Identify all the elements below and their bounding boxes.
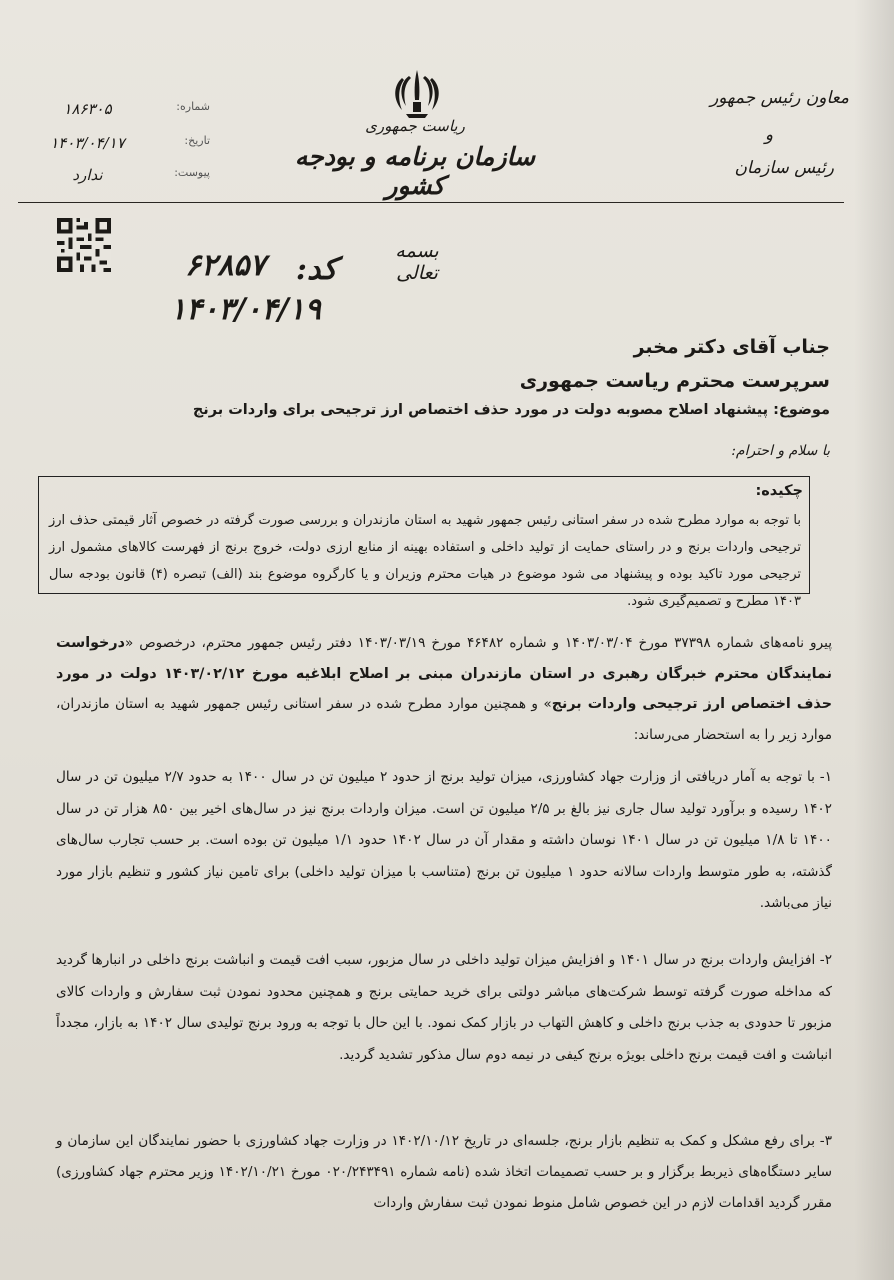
code-date: ۱۴۰۳/۰۴/۱۹ — [170, 292, 321, 327]
attachment-row — [30, 166, 210, 188]
summary-body: با توجه به موارد مطرح شده در سفر استانی رئیس جمهور شهید به استان مازندران و بررسی صورت گرفته در خصوص آثار قیمتی حذف ارز ترجیحی واردات برنج و در راستای حمایت از تولید داخلی و استفاده بهینه از منابع ارزی دولت، خروج برنج از فهرست کالاهای مشمول ارز ترجیحی مورد تاکید بوده و پیشنهاد می شود موضوع در هیات محترم وزیران و یا کارگروه موضوع بند (الف) تبصره (۴) قانون بودجه سال ۱۴۰۳ مطرح و تصمیم‌گیری شود. — [49, 513, 802, 609]
body-paragraph-1: ۱- با توجه به آمار دریافتی از وزارت جهاد کشاورزی، میزان تولید برنج از حدود ۲ میلیون تن در سال ۱۴۰۰ به حدود ۲/۷ میلیون تن در سال ۱۴۰۲ رسیده و برآورد تولید سال جاری نیز بالغ بر ۲/۵ میلیون تن است. میزان واردات برنج نیز در سال‌های اخیر بین ۸۵۰ هزار تن در سال ۱۴۰۰ تا ۱/۸ میلیون تن در سال ۱۴۰۱ نوسان داشته و مقدار آن در سال ۱۴۰۲ حدود ۱/۱ میلیون تن بوده است. بر حسب تجارب سال‌های گذشته، به طور متوسط واردات سالانه حدود ۱ میلیون تن برنج (متناسب با میزان تولید داخلی) برای تامین نیاز کشور و تنظیم بازار مورد نیاز می‌باشد. — [56, 769, 832, 911]
qr-code-icon — [56, 218, 112, 272]
summary-title: چکیده: — [755, 483, 803, 499]
letter-date-label: تاریخ: — [184, 134, 210, 147]
sender-title-line3: رئیس سازمان — [734, 158, 834, 178]
iran-emblem-icon — [392, 66, 442, 122]
letter-date-row — [30, 134, 210, 156]
body-paragraph-3: ۳- برای رفع مشکل و کمک به تنظیم بازار برنج، جلسه‌ای در تاریخ ۱۴۰۲/۱۰/۱۲ در وزارت جهاد کشاورزی با حضور نمایندگان این سازمان و سایر دستگاه‌های ذیربط برگزار و بر حسب تصمیمات اتخاذ شده (نامه شماره ۰۲۰/۲۴۳۴۹۱ مورخ ۱۴۰۲/۱۰/۲۱ وزیر محترم جهاد کشاورزی) مقرر گردید اقدامات لازم در این خصوص شامل منوط نمودن ثبت سفارش واردات — [56, 1133, 833, 1211]
org-subtitle: ریاست جمهوری — [365, 117, 465, 135]
code-number: ۶۲۸۵۷ — [185, 248, 266, 283]
attachment-label: پیوست: — [174, 166, 210, 179]
letter-number-value: ۱۸۶۳۰۵ — [63, 100, 112, 118]
recipient-title: سرپرست محترم ریاست جمهوری — [519, 370, 830, 392]
summary-box — [38, 476, 810, 609]
sender-title-line2: و — [764, 125, 774, 145]
org-name: سازمان برنامه و بودجه کشور — [294, 142, 536, 200]
greeting: با سلام و احترام: — [731, 443, 830, 459]
letter-subject: موضوع: پیشنهاد اصلاح مصوبه دولت در مورد حذف اختصاص ارز ترجیحی برای واردات برنج — [192, 402, 830, 418]
intro-text-start: پیرو نامه‌های شماره ۳۷۳۹۸ مورخ ۱۴۰۳/۰۳/۰۴ و شماره ۴۶۴۸۲ مورخ ۱۴۰۳/۰۳/۱۹ دفتر رئیس جمهور محترم، درخصوص « — [124, 635, 832, 651]
header-divider — [18, 202, 844, 203]
code-label: کد: — [295, 252, 337, 287]
basmala: بسمه تعالی — [395, 240, 439, 284]
intro-text-end: » و همچنین موارد مطرح شده در سفر استانی رئیس جمهور شهید به استان مازندران، موارد زیر را به استحضار می‌رساند: — [56, 696, 832, 743]
letter-date-value: ۱۴۰۳/۰۴/۱۷ — [50, 134, 125, 152]
recipient-name: جناب آقای دکتر مخبر — [633, 336, 830, 358]
body-paragraph-intro — [56, 628, 832, 750]
attachment-value: ندارد — [72, 166, 103, 184]
letter-number-label: شماره: — [176, 100, 210, 113]
page-edge-shadow — [854, 0, 894, 1280]
sender-title-line1: معاون رئیس جمهور — [710, 88, 849, 108]
body-paragraph-2: ۲- افزایش واردات برنج در سال ۱۴۰۱ و افزایش میزان تولید داخلی در سال مزبور، سبب افت قیمت و انباشت برنج داخلی در انبارها گردید که مداخله صورت گرفته توسط شرکت‌های مباشر دولتی برای خرید حمایتی برنج و همچنین محدود نمودن ثبت سفارش و واردات کالای مزبور تا حدودی به جذب برنج داخلی و کاهش التهاب در بازار کمک نمود. با این حال با توجه به ورود برنج تولیدی سال ۱۴۰۲ به بازار، مجدداً انباشت و افت قیمت برنج داخلی بویژه برنج کیفی در نیمه دوم سال مذکور تشدید گردید. — [56, 952, 833, 1063]
intro-text-bold: درخواست نمایندگان محترم خبرگان رهبری در استان مازندران مبنی بر اصلاح ابلاغیه مورخ ۱۴۰۳/۰۲/۱۲ دولت در مورد حذف اختصاص ارز ترجیحی واردات برنج — [56, 635, 833, 712]
letter-number-row — [30, 100, 210, 122]
